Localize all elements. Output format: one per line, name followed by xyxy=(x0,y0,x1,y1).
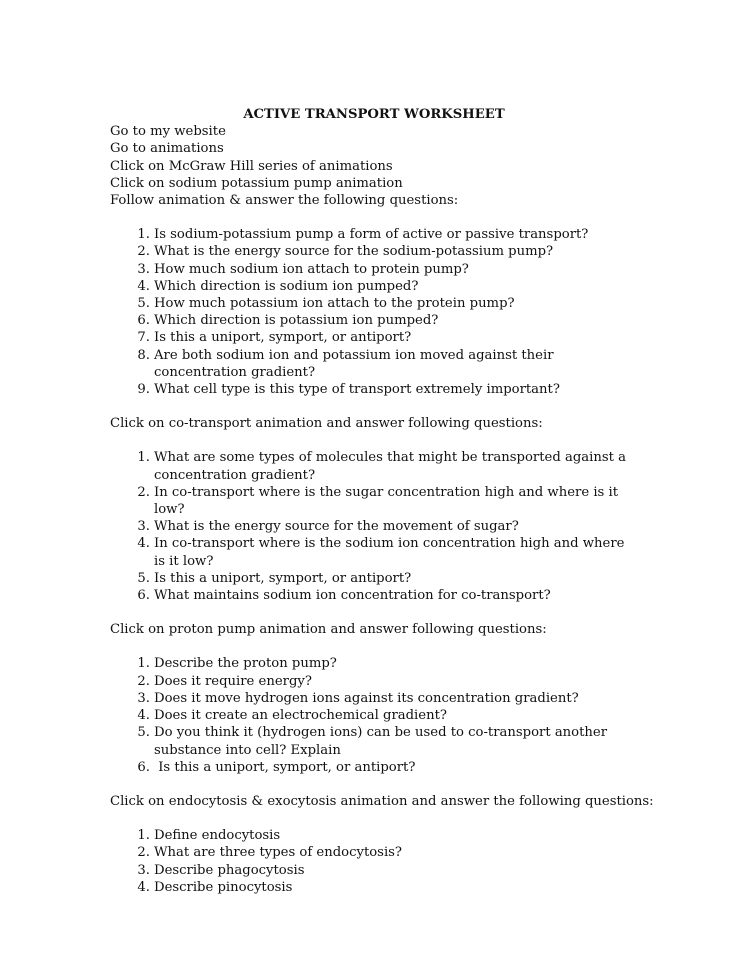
question-item xyxy=(110,844,630,861)
question-item xyxy=(110,724,630,758)
intro-instructions xyxy=(110,123,630,209)
question-text: What are some types of molecules that might be transported against a concentration gradient? xyxy=(154,450,626,483)
question-text: What is the energy source for the movement of sugar? xyxy=(154,519,519,535)
question-item xyxy=(110,707,630,724)
worksheet-page xyxy=(110,106,654,896)
question-item xyxy=(110,278,630,295)
question-number: 4. xyxy=(137,278,150,294)
question-item xyxy=(110,226,630,243)
question-item xyxy=(110,381,630,398)
co-transport-question-list xyxy=(110,449,630,604)
question-text: In co-transport where is the sugar concentration high and where is it low? xyxy=(154,484,619,518)
question-text: Are both sodium ion and potassium ion moved against their concentration gradient? xyxy=(154,347,554,380)
question-number: 3. xyxy=(137,519,150,535)
question-item xyxy=(110,759,630,776)
question-number: 2. xyxy=(137,673,150,689)
question-text: Is sodium-potassium pump a form of active or passive transport? xyxy=(154,227,589,243)
question-item xyxy=(110,690,630,707)
intro-line: Go to my website xyxy=(110,124,226,140)
question-item xyxy=(110,587,630,604)
co-transport-heading: Click on co-transport animation and answer following questions: xyxy=(110,416,543,432)
question-text: How much sodium ion attach to protein pump? xyxy=(154,261,469,277)
question-text: Which direction is potassium ion pumped? xyxy=(154,313,439,329)
question-number: 9. xyxy=(137,382,150,398)
intro-line: Go to animations xyxy=(110,141,224,157)
question-number: 4. xyxy=(137,536,150,552)
proton-pump-question-list xyxy=(110,655,630,775)
question-number: 3. xyxy=(137,862,150,878)
question-item xyxy=(110,243,630,260)
question-text: Is this a uniport, symport, or antiport? xyxy=(154,330,412,346)
question-text: Which direction is sodium ion pumped? xyxy=(154,278,419,294)
question-item xyxy=(110,312,630,329)
question-item xyxy=(110,673,630,690)
question-text: What is the energy source for the sodium-potassium pump? xyxy=(154,244,554,260)
question-item xyxy=(110,484,630,518)
question-number: 6. xyxy=(137,759,150,775)
intro-line: Click on McGraw Hill series of animations xyxy=(110,158,393,174)
question-number: 7. xyxy=(137,330,150,346)
question-item xyxy=(110,347,630,381)
question-text: Is this a uniport, symport, or antiport? xyxy=(154,759,416,775)
question-text: How much potassium ion attach to the protein pump? xyxy=(154,296,515,312)
question-text: Does it require energy? xyxy=(154,673,312,689)
question-number: 1. xyxy=(137,656,150,672)
question-text: Does it move hydrogen ions against its concentration gradient? xyxy=(154,690,579,706)
question-item xyxy=(110,449,630,483)
question-text: Define endocytosis xyxy=(154,828,281,844)
question-text: Do you think it (hydrogen ions) can be used to co-transport another substance into cell? Explain xyxy=(154,725,608,758)
question-item xyxy=(110,862,630,879)
question-text: Describe the proton pump? xyxy=(154,656,337,672)
question-number: 1. xyxy=(137,227,150,243)
question-number: 2. xyxy=(137,845,150,861)
question-number: 8. xyxy=(137,347,150,363)
question-number: 2. xyxy=(137,244,150,260)
question-number: 6. xyxy=(137,588,150,604)
question-item xyxy=(110,518,630,535)
question-item xyxy=(110,295,630,312)
question-number: 5. xyxy=(137,296,150,312)
question-text: What maintains sodium ion concentration for co-transport? xyxy=(154,588,551,604)
question-text: Describe pinocytosis xyxy=(154,879,293,895)
question-text: What are three types of endocytosis? xyxy=(154,845,403,861)
question-item xyxy=(110,261,630,278)
question-item xyxy=(110,827,630,844)
question-item xyxy=(110,879,630,896)
question-number: 3. xyxy=(137,261,150,277)
proton-pump-heading: Click on proton pump animation and answer following questions: xyxy=(110,622,547,638)
question-number: 5. xyxy=(137,725,150,741)
question-text: Describe phagocytosis xyxy=(154,862,305,878)
question-number: 6. xyxy=(137,313,150,329)
question-number: 3. xyxy=(137,690,150,706)
question-number: 2. xyxy=(137,484,150,500)
question-item xyxy=(110,570,630,587)
question-number: 4. xyxy=(137,879,150,895)
question-number: 1. xyxy=(137,450,150,466)
intro-line: Click on sodium potassium pump animation xyxy=(110,175,403,191)
question-number: 4. xyxy=(137,708,150,724)
intro-line: Follow animation & answer the following questions: xyxy=(110,193,459,209)
sodium-potassium-question-list xyxy=(110,226,630,398)
question-text: Does it create an electrochemical gradient? xyxy=(154,708,447,724)
question-item xyxy=(110,655,630,672)
question-text: In co-transport where is the sodium ion concentration high and where is it low? xyxy=(154,536,625,569)
worksheet-title: ACTIVE TRANSPORT WORKSHEET xyxy=(243,107,505,122)
question-item xyxy=(110,329,630,346)
question-number: 1. xyxy=(137,828,150,844)
question-item xyxy=(110,535,630,569)
endocytosis-question-list xyxy=(110,827,630,896)
question-text: What cell type is this type of transport extremely important? xyxy=(154,382,560,398)
question-text: Is this a uniport, symport, or antiport? xyxy=(154,570,412,586)
endocytosis-heading: Click on endocytosis & exocytosis animation and answer the following questions: xyxy=(110,793,654,809)
question-number: 5. xyxy=(137,570,150,586)
